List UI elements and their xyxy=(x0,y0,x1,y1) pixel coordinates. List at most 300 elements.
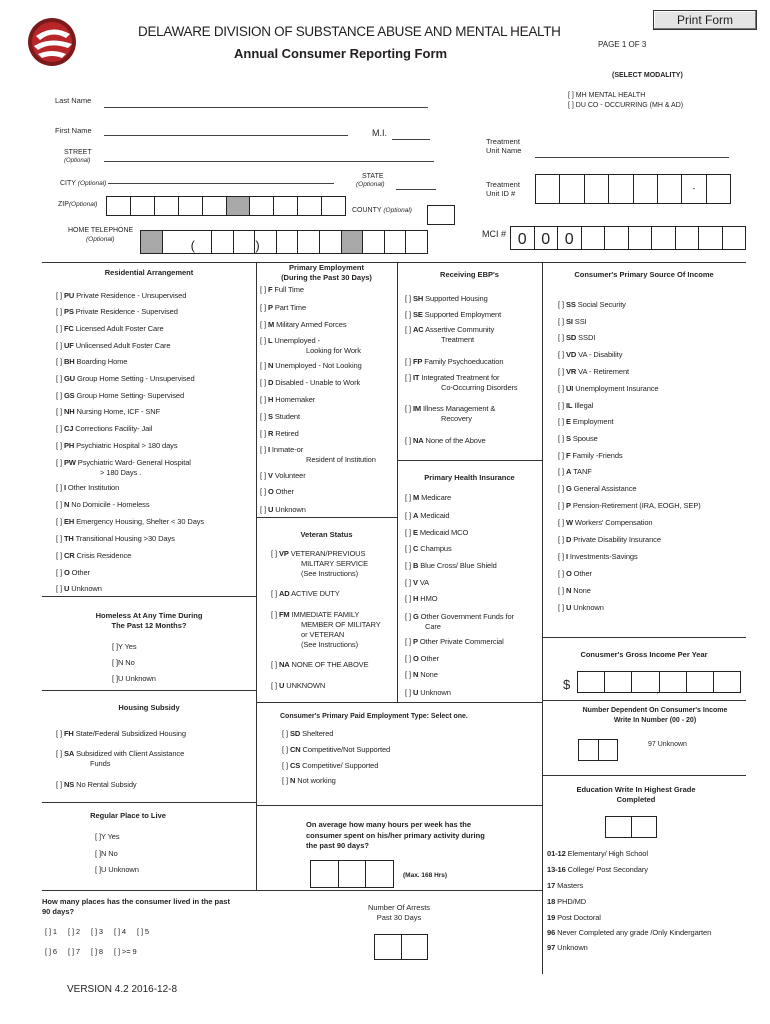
residential-option-ps[interactable] xyxy=(56,308,178,316)
option-label: UNKNOWN xyxy=(284,681,326,690)
option-label: HMO xyxy=(418,594,438,603)
option-code: FM xyxy=(278,610,290,619)
last-name-field[interactable] xyxy=(104,100,428,108)
option-label: Unemployment Insurance xyxy=(573,384,659,393)
checkbox-bracket[interactable]: [ ] xyxy=(260,471,268,480)
hours-boxes[interactable] xyxy=(310,860,394,888)
option-code: UF xyxy=(63,341,74,350)
checkbox-bracket[interactable]: [ ] xyxy=(405,294,413,303)
checkbox-bracket[interactable]: [ ] xyxy=(56,407,64,416)
option-code: U xyxy=(565,603,572,612)
section-divider xyxy=(256,805,542,806)
employment-option-n[interactable] xyxy=(260,362,362,370)
option-code: IT xyxy=(412,373,420,382)
select-modality-label: (SELECT MODALITY) xyxy=(612,72,683,79)
ebp-option-ac[interactable] xyxy=(405,326,494,334)
insurance-option-n[interactable] xyxy=(405,671,438,679)
option-code: M xyxy=(267,320,275,329)
employment-option-r[interactable] xyxy=(260,430,299,438)
checkbox-bracket[interactable]: [ ] xyxy=(56,568,64,577)
veteran-option-ad[interactable] xyxy=(271,590,340,598)
checkbox-bracket[interactable]: [ ] xyxy=(405,578,413,587)
checkbox-bracket[interactable]: [ ] xyxy=(558,333,566,342)
section-divider xyxy=(542,775,746,776)
checkbox-bracket[interactable]: [ ] xyxy=(558,552,566,561)
employment-option-v[interactable] xyxy=(260,472,306,480)
option-label: No Rental Subsidy xyxy=(74,780,137,789)
checkbox-bracket[interactable]: [ ] xyxy=(558,484,566,493)
option-label: Assertive Community xyxy=(423,325,495,334)
residential-arrangement-title: Residential Arrangement xyxy=(104,268,194,277)
checkbox-bracket[interactable]: [ ] xyxy=(558,317,566,326)
treatment-unit-name-label: Treatment Unit Name xyxy=(486,137,522,155)
checkbox-bracket[interactable]: [ ] xyxy=(405,670,413,679)
homeless-option[interactable]: [ ]U Unknown xyxy=(112,674,156,683)
checkbox-bracket[interactable]: [ ] xyxy=(405,325,413,334)
option-label: VETERAN/PREVIOUS xyxy=(288,549,366,558)
option-label: Private Residence - Unsupervised xyxy=(74,291,187,300)
residential-option-n[interactable] xyxy=(56,501,149,509)
employment-option-l[interactable] xyxy=(260,337,320,345)
arrests-boxes[interactable] xyxy=(374,934,428,960)
residential-option-uf[interactable] xyxy=(56,342,170,350)
checkbox-bracket[interactable]: [ ] xyxy=(405,493,413,502)
option-label: Emergency Housing, Shelter < 30 Days xyxy=(74,517,205,526)
homeless-option[interactable]: [ ]N No xyxy=(112,658,135,667)
places-count-option[interactable]: [ ] 1 xyxy=(45,927,58,936)
residential-option-cr[interactable] xyxy=(56,552,131,560)
option-label: Unknown xyxy=(418,688,451,697)
insurance-option-g[interactable] xyxy=(405,613,514,621)
places-count-option[interactable]: [ ] 2 xyxy=(68,927,81,936)
veteran-option-na[interactable] xyxy=(271,661,369,669)
checkbox-bracket[interactable]: [ ] xyxy=(405,357,413,366)
insurance-option-o[interactable] xyxy=(405,655,439,663)
checkbox-bracket[interactable]: [ ] xyxy=(56,729,64,738)
checkbox-bracket[interactable]: [ ] xyxy=(405,561,413,570)
checkbox-bracket[interactable]: [ ] xyxy=(260,395,268,404)
insurance-option-m[interactable] xyxy=(405,494,451,502)
mci-digit: 0 xyxy=(558,227,582,249)
residential-option-bh[interactable] xyxy=(56,358,127,366)
first-name-field[interactable] xyxy=(104,128,348,136)
treatment-unit-name-field[interactable] xyxy=(535,150,729,158)
income-option-s[interactable] xyxy=(558,435,598,443)
places-count-option[interactable]: [ ] 4 xyxy=(114,927,127,936)
option-label: Competitive/Not Supported xyxy=(300,745,391,754)
regular-place-option[interactable]: [ ]N No xyxy=(95,849,118,858)
option-code: PH xyxy=(63,441,75,450)
checkbox-bracket[interactable]: [ ] xyxy=(558,300,566,309)
street-optional-label: (Optional) xyxy=(64,158,91,164)
insurance-option-c[interactable] xyxy=(405,545,452,553)
checkbox-bracket[interactable]: [ ] xyxy=(558,401,566,410)
checkbox-bracket[interactable]: [ ] xyxy=(56,307,64,316)
option-label: Corrections Facility- Jail xyxy=(73,424,153,433)
option-label: Pension-Retirement (IRA, EOGH, SEP) xyxy=(570,501,701,510)
gross-income-boxes[interactable] xyxy=(577,671,741,693)
option-code: SA xyxy=(63,749,75,758)
checkbox-bracket[interactable]: [ ] xyxy=(282,776,290,785)
residential-option-gs[interactable] xyxy=(56,392,184,400)
last-name-label: Last Name xyxy=(55,96,92,105)
subsidy-option-sa[interactable] xyxy=(56,750,184,758)
checkbox-bracket[interactable]: [ ] xyxy=(558,367,566,376)
option-code: SD xyxy=(565,333,577,342)
insurance-option-b[interactable] xyxy=(405,562,497,570)
modality-du-option[interactable]: [ ] DU CO - OCCURRING (MH & AD) xyxy=(568,102,684,109)
checkbox-bracket[interactable]: [ ] xyxy=(56,441,64,450)
option-label-cont: (See Instructions) xyxy=(301,640,358,649)
checkbox-bracket[interactable]: [ ] xyxy=(260,285,268,294)
street-field[interactable] xyxy=(104,154,434,162)
option-label: Crisis Residence xyxy=(74,551,132,560)
income-comma: , xyxy=(656,685,659,695)
income-option-sd[interactable] xyxy=(558,334,595,342)
checkbox-bracket[interactable]: [ ] xyxy=(56,424,64,433)
employment-option-f[interactable] xyxy=(260,286,304,294)
option-label: Homemaker xyxy=(273,395,316,404)
zip-boxes[interactable] xyxy=(106,196,346,216)
mci-digit: 0 xyxy=(535,227,559,249)
option-code: SH xyxy=(412,294,424,303)
option-code: N xyxy=(63,500,70,509)
option-label: None of the Above xyxy=(423,436,486,445)
option-code: F xyxy=(267,285,273,294)
option-label-cont: Recovery xyxy=(441,414,472,423)
places-count-option[interactable]: [ ] >= 9 xyxy=(114,947,137,956)
veteran-option-vp[interactable] xyxy=(271,550,365,558)
option-label: Medicaid xyxy=(418,511,450,520)
home-telephone-boxes[interactable] xyxy=(140,230,428,254)
checkbox-bracket[interactable]: [ ] xyxy=(56,341,64,350)
checkbox-bracket[interactable]: [ ] xyxy=(405,594,413,603)
regular-place-option[interactable]: [ ]Y Yes xyxy=(95,832,120,841)
state-field[interactable] xyxy=(396,182,436,190)
veteran-option-u[interactable] xyxy=(271,682,325,690)
option-code: GU xyxy=(63,374,75,383)
places-count-option[interactable]: [ ] 6 xyxy=(45,947,58,956)
education-code: 01-12 xyxy=(547,849,568,858)
education-boxes[interactable] xyxy=(605,816,657,838)
option-code: IM xyxy=(412,404,422,413)
option-code: S xyxy=(267,412,273,421)
education-option xyxy=(547,929,711,937)
places-count-option[interactable]: [ ] 7 xyxy=(68,947,81,956)
option-code: BH xyxy=(63,357,75,366)
option-label: Illness Management & xyxy=(421,404,496,413)
option-label: Unlicensed Adult Foster Care xyxy=(73,341,171,350)
option-code: FP xyxy=(412,357,423,366)
paid-employment-option-sd[interactable] xyxy=(282,730,333,738)
checkbox-bracket[interactable]: [ ] xyxy=(56,584,64,593)
insurance-option-p[interactable] xyxy=(405,638,504,646)
option-label: VA xyxy=(417,578,430,587)
checkbox-bracket[interactable]: [ ] xyxy=(405,373,413,382)
residential-option-pw[interactable] xyxy=(56,459,191,467)
checkbox-bracket[interactable]: [ ] xyxy=(405,528,413,537)
option-label: Other xyxy=(418,654,439,663)
checkbox-bracket[interactable]: [ ] xyxy=(558,350,566,359)
checkbox-bracket[interactable]: [ ] xyxy=(405,511,413,520)
employment-option-o[interactable] xyxy=(260,488,294,496)
option-code: N xyxy=(412,670,419,679)
option-label-cont: Looking for Work xyxy=(306,346,361,355)
option-code: G xyxy=(412,612,419,621)
option-label: Student xyxy=(272,412,300,421)
education-label: Elementary/ High School xyxy=(567,849,648,858)
insurance-option-a[interactable] xyxy=(405,512,449,520)
checkbox-bracket[interactable]: [ ] xyxy=(282,761,290,770)
option-code: O xyxy=(267,487,274,496)
option-label: Sheltered xyxy=(300,729,334,738)
insurance-option-e[interactable] xyxy=(405,529,468,537)
ebp-option-it[interactable] xyxy=(405,374,499,382)
education-option xyxy=(547,850,648,858)
option-label: No Domicile - Homeless xyxy=(69,500,150,509)
checkbox-bracket[interactable]: [ ] xyxy=(405,436,413,445)
option-code: GS xyxy=(63,391,75,400)
residential-option-nh[interactable] xyxy=(56,408,160,416)
checkbox-bracket[interactable]: [ ] xyxy=(260,412,268,421)
option-code: EH xyxy=(63,517,75,526)
checkbox-bracket[interactable]: [ ] xyxy=(558,417,566,426)
ebp-option-fp[interactable] xyxy=(405,358,503,366)
option-label: Investments-Savings xyxy=(567,552,638,561)
checkbox-bracket[interactable]: [ ] xyxy=(558,603,566,612)
checkbox-bracket[interactable]: [ ] xyxy=(260,320,268,329)
residential-option-pu[interactable] xyxy=(56,292,186,300)
checkbox-bracket[interactable]: [ ] xyxy=(56,500,64,509)
option-label: Unknown xyxy=(571,603,604,612)
insurance-option-h[interactable] xyxy=(405,595,437,603)
employment-option-s[interactable] xyxy=(260,413,300,421)
checkbox-bracket[interactable]: [ ] xyxy=(56,517,64,526)
insurance-option-u[interactable] xyxy=(405,689,451,697)
regular-place-title: Regular Place to Live xyxy=(90,811,166,820)
checkbox-bracket[interactable]: [ ] xyxy=(405,654,413,663)
option-label: Unknown xyxy=(273,505,306,514)
checkbox-bracket[interactable]: [ ] xyxy=(56,534,64,543)
mci-boxes[interactable] xyxy=(510,226,746,250)
checkbox-bracket[interactable]: [ ] xyxy=(56,458,64,467)
checkbox-bracket[interactable]: [ ] xyxy=(260,505,268,514)
dollar-sign: $ xyxy=(563,677,571,692)
option-label: Illegal xyxy=(572,401,594,410)
arrests-title: Number Of Arrests Past 30 Days xyxy=(367,903,431,922)
section-divider xyxy=(42,690,256,691)
option-code: NH xyxy=(63,407,75,416)
first-name-label: First Name xyxy=(55,126,92,135)
checkbox-bracket[interactable]: [ ] xyxy=(405,310,413,319)
checkbox-bracket[interactable]: [ ] xyxy=(56,749,64,758)
income-option-a[interactable] xyxy=(558,468,592,476)
option-label: Supported Housing xyxy=(423,294,488,303)
option-code: VR xyxy=(565,367,577,376)
employment-option-h[interactable] xyxy=(260,396,315,404)
residential-option-ph[interactable] xyxy=(56,442,177,450)
checkbox-bracket[interactable]: [ ] xyxy=(271,610,279,619)
checkbox-bracket[interactable]: [ ] xyxy=(558,384,566,393)
ebp-option-sh[interactable] xyxy=(405,295,488,303)
option-code: VP xyxy=(278,549,289,558)
income-option-ui[interactable] xyxy=(558,385,659,393)
places-count-option[interactable]: [ ] 5 xyxy=(137,927,150,936)
residential-option-i[interactable] xyxy=(56,484,119,492)
option-code: N xyxy=(289,776,296,785)
checkbox-bracket[interactable]: [ ] xyxy=(56,483,64,492)
checkbox-bracket[interactable]: [ ] xyxy=(558,467,566,476)
checkbox-bracket[interactable]: [ ] xyxy=(558,434,566,443)
veteran-option-fm[interactable] xyxy=(271,611,359,619)
checkbox-bracket[interactable]: [ ] xyxy=(282,745,290,754)
option-code: CN xyxy=(289,745,301,754)
education-code: 97 xyxy=(547,943,558,952)
income-option-d[interactable] xyxy=(558,536,661,544)
paid-employment-option-n[interactable] xyxy=(282,777,336,785)
residential-option-gu[interactable] xyxy=(56,375,195,383)
checkbox-bracket[interactable]: [ ] xyxy=(558,501,566,510)
section-divider xyxy=(542,700,746,701)
employment-option-d[interactable] xyxy=(260,379,360,387)
education-code: 17 xyxy=(547,881,558,890)
option-code: L xyxy=(267,336,273,345)
print-form-button[interactable]: Print Form xyxy=(653,10,757,30)
income-option-w[interactable] xyxy=(558,519,652,527)
places-count-option[interactable]: [ ] 3 xyxy=(91,927,104,936)
checkbox-bracket[interactable]: [ ] xyxy=(271,589,279,598)
residential-option-o[interactable] xyxy=(56,569,90,577)
checkbox-bracket[interactable]: [ ] xyxy=(405,544,413,553)
option-label: Not working xyxy=(295,776,336,785)
option-label-cont: Care xyxy=(425,622,441,631)
paid-employment-option-cn[interactable] xyxy=(282,746,390,754)
checkbox-bracket[interactable]: [ ] xyxy=(271,549,279,558)
income-option-vd[interactable] xyxy=(558,351,622,359)
income-option-g[interactable] xyxy=(558,485,636,493)
option-label: Transitional Housing >30 Days xyxy=(73,534,175,543)
checkbox-bracket[interactable]: [ ] xyxy=(56,324,64,333)
county-box[interactable] xyxy=(427,205,455,225)
checkbox-bracket[interactable]: [ ] xyxy=(405,688,413,697)
employment-option-u[interactable] xyxy=(260,506,306,514)
income-option-p[interactable] xyxy=(558,502,701,510)
income-option-u[interactable] xyxy=(558,604,604,612)
checkbox-bracket[interactable]: [ ] xyxy=(260,429,268,438)
checkbox-bracket[interactable]: [ ] xyxy=(56,391,64,400)
income-option-ss[interactable] xyxy=(558,301,626,309)
checkbox-bracket[interactable]: [ ] xyxy=(260,378,268,387)
option-label: Employment xyxy=(570,417,614,426)
ebp-option-na[interactable] xyxy=(405,437,486,445)
residential-option-fc[interactable] xyxy=(56,325,164,333)
option-code: SI xyxy=(565,317,573,326)
employment-option-m[interactable] xyxy=(260,321,347,329)
option-label: Private Disability Insurance xyxy=(571,535,661,544)
checkbox-bracket[interactable]: [ ] xyxy=(260,445,268,454)
checkbox-bracket[interactable]: [ ] xyxy=(56,291,64,300)
income-option-si[interactable] xyxy=(558,318,587,326)
checkbox-bracket[interactable]: [ ] xyxy=(405,404,413,413)
checkbox-bracket[interactable]: [ ] xyxy=(260,487,268,496)
checkbox-bracket[interactable]: [ ] xyxy=(56,374,64,383)
checkbox-bracket[interactable]: [ ] xyxy=(405,637,413,646)
treatment-unit-id-boxes[interactable] xyxy=(535,174,731,204)
primary-employment-title: Primary Employment (During the Past 30 Days) xyxy=(281,263,372,282)
option-code: CR xyxy=(63,551,75,560)
income-option-il[interactable] xyxy=(558,402,593,410)
income-option-o[interactable] xyxy=(558,570,592,578)
option-code: AD xyxy=(278,589,290,598)
income-source-title: Consumer's Primary Source Of Income xyxy=(574,270,714,279)
option-label: Volunteer xyxy=(272,471,306,480)
option-code: E xyxy=(565,417,571,426)
residential-option-u[interactable] xyxy=(56,585,102,593)
mci-digit: 0 xyxy=(511,227,535,249)
option-code: U xyxy=(278,681,285,690)
modality-mh-option[interactable]: [ ] MH MENTAL HEALTH xyxy=(568,92,646,99)
checkbox-bracket[interactable]: [ ] xyxy=(558,569,566,578)
paid-employment-option-cs[interactable] xyxy=(282,762,378,770)
ebp-option-im[interactable] xyxy=(405,405,495,413)
checkbox-bracket[interactable]: [ ] xyxy=(56,780,64,789)
residential-option-cj[interactable] xyxy=(56,425,152,433)
option-label: Inmate-or xyxy=(269,445,304,454)
checkbox-bracket[interactable]: [ ] xyxy=(260,303,268,312)
checkbox-bracket[interactable]: [ ] xyxy=(558,586,566,595)
checkbox-bracket[interactable]: [ ] xyxy=(405,612,413,621)
subsidy-option-fh[interactable] xyxy=(56,730,186,738)
checkbox-bracket[interactable]: [ ] xyxy=(260,361,268,370)
id-dash: - xyxy=(682,175,706,203)
residential-option-eh[interactable] xyxy=(56,518,204,526)
homeless-title: Homeless At Any Time During The Past 12 Months? xyxy=(95,611,203,630)
regular-place-option[interactable]: [ ]U Unknown xyxy=(95,865,139,874)
checkbox-bracket[interactable]: [ ] xyxy=(271,660,279,669)
checkbox-bracket[interactable]: [ ] xyxy=(558,518,566,527)
mi-field[interactable] xyxy=(392,132,430,140)
places-count-option[interactable]: [ ] 8 xyxy=(91,947,104,956)
subsidy-option-ns[interactable] xyxy=(56,781,137,789)
checkbox-bracket[interactable]: [ ] xyxy=(56,357,64,366)
option-label: Other xyxy=(69,568,90,577)
income-option-n[interactable] xyxy=(558,587,591,595)
checkbox-bracket[interactable]: [ ] xyxy=(558,451,566,460)
dependents-boxes[interactable] xyxy=(578,739,618,761)
option-label: Nursing Home, ICF - SNF xyxy=(74,407,161,416)
insurance-option-v[interactable] xyxy=(405,579,429,587)
checkbox-bracket[interactable]: [ ] xyxy=(282,729,290,738)
checkbox-bracket[interactable]: [ ] xyxy=(260,336,268,345)
income-option-e[interactable] xyxy=(558,418,614,426)
income-option-i[interactable] xyxy=(558,553,638,561)
option-code: PS xyxy=(63,307,74,316)
city-field[interactable] xyxy=(108,176,334,184)
checkbox-bracket[interactable]: [ ] xyxy=(558,535,566,544)
option-code: NA xyxy=(412,436,424,445)
employment-option-i[interactable] xyxy=(260,446,303,454)
checkbox-bracket[interactable]: [ ] xyxy=(56,551,64,560)
income-option-f[interactable] xyxy=(558,452,623,460)
checkbox-bracket[interactable]: [ ] xyxy=(271,681,279,690)
ebp-option-se[interactable] xyxy=(405,311,501,319)
option-code: U xyxy=(63,584,70,593)
residential-option-th[interactable] xyxy=(56,535,175,543)
employment-option-p[interactable] xyxy=(260,304,306,312)
treatment-unit-id-label: Treatment Unit ID # xyxy=(486,180,520,198)
income-option-vr[interactable] xyxy=(558,368,629,376)
homeless-option[interactable]: [ ]Y Yes xyxy=(112,642,137,651)
